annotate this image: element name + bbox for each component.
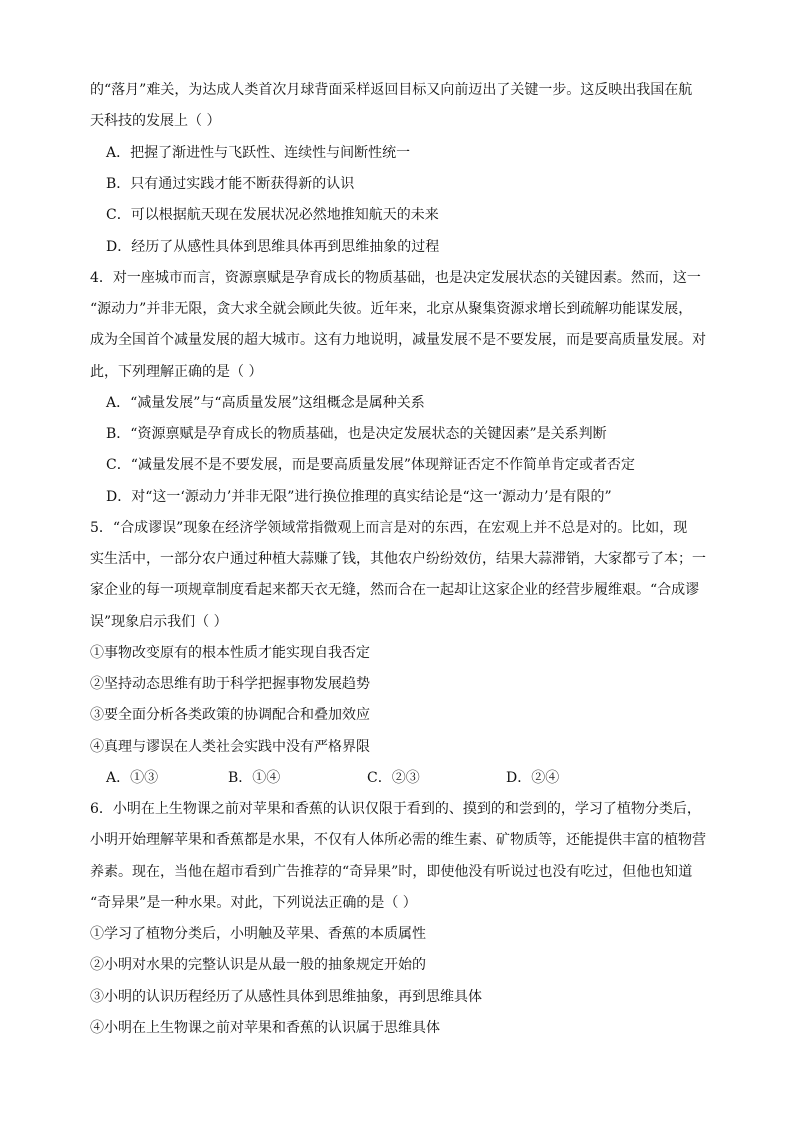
q6-stem-line-4: “奇异果”是一种水果。对此，下列说法正确的是（ ） bbox=[90, 895, 417, 911]
q6-statement-1: ①学习了植物分类后，小明触及苹果、香蕉的本质属性 bbox=[90, 926, 426, 942]
q6-statement-4: ④小明在上生物课之前对苹果和香蕉的认识属于思维具体 bbox=[90, 1020, 440, 1036]
q4-option-a: A．“减量发展”与“高质量发展”这组概念是属种关系 bbox=[106, 395, 425, 411]
q5-stem-line-2: 实生活中，一部分农户通过种植大蒜赚了钱，其他农户纷纷效仿，结果大蒜滞销，大家都亏了本；一 bbox=[90, 551, 706, 567]
q3-option-c: C．可以根据航天现在发展状况必然地推知航天的未来 bbox=[106, 207, 439, 223]
q6-stem-line-3: 养素。现在，当他在超市看到广告推荐的“奇异果”时，即使他没有听说过也没有吃过，但他也知道 bbox=[90, 864, 693, 880]
q3-stem-line-2: 天科技的发展上（ ） bbox=[90, 113, 221, 129]
q3-option-a: A．把握了渐进性与飞跃性、连续性与间断性统一 bbox=[106, 145, 411, 161]
q4-stem-line-2: “源动力”并非无限，贪大求全就会顾此失彼。近年来，北京从聚集资源求增长到疏解功能谋发展， bbox=[90, 301, 693, 317]
q5-statement-3: ③要全面分析各类政策的协调配合和叠加效应 bbox=[90, 707, 370, 723]
q5-option-b: B．①④ bbox=[228, 770, 281, 786]
q3-stem-line-1: 的“落月”难关，为达成人类首次月球背面采样返回目标又向前迈出了关键一步。这反映出我国在航 bbox=[90, 82, 693, 98]
q5-option-d: D．②④ bbox=[506, 770, 560, 786]
q4-option-b: B．“资源禀赋是孕育成长的物质基础，也是决定发展状态的关键因素”是关系判断 bbox=[106, 426, 607, 442]
q6-statement-3: ③小明的认识历程经历了从感性具体到思维抽象，再到思维具体 bbox=[90, 989, 482, 1005]
q4-option-c: C．“减量发展不是不要发展，而是要高质量发展”体现辩证否定不作简单肯定或者否定 bbox=[106, 457, 636, 473]
q4-stem-line-4: 此，下列理解正确的是（ ） bbox=[90, 364, 263, 380]
q4-stem-line-3: 成为全国首个减量发展的超大城市。这有力地说明，减量发展不是不要发展，而是要高质量发展。对 bbox=[90, 332, 706, 348]
q4-option-d: D．对“这一‘源动力’并非无限”进行换位推理的真实结论是“这一‘源动力’是有限的” bbox=[106, 489, 612, 505]
q5-stem-line-3: 家企业的每一项规章制度看起来都天衣无缝，然而合在一起却让这家企业的经营步履维艰。“合成谬 bbox=[90, 582, 700, 598]
q4-stem-line-1: 4．对一座城市而言，资源禀赋是孕育成长的物质基础，也是决定发展状态的关键因素。然而，这一 bbox=[90, 270, 701, 286]
q5-option-c: C．②③ bbox=[367, 770, 420, 786]
q5-statement-4: ④真理与谬误在人类社会实践中没有严格界限 bbox=[90, 739, 370, 755]
q5-statement-2: ②坚持动态思维有助于科学把握事物发展趋势 bbox=[90, 676, 370, 692]
q6-statement-2: ②小明对水果的完整认识是从最一般的抽象规定开始的 bbox=[90, 957, 426, 973]
q5-stem-line-4: 误”现象启示我们（ ） bbox=[90, 614, 228, 630]
q5-options-row bbox=[106, 768, 666, 788]
q3-option-b: B．只有通过实践才能不断获得新的认识 bbox=[106, 176, 355, 192]
q5-option-a: A．①③ bbox=[106, 770, 159, 786]
q6-stem-line-2: 小明开始理解苹果和香蕉都是水果，不仅有人体所必需的维生素、矿物质等，还能提供丰富的植物营 bbox=[90, 832, 706, 848]
q3-option-d: D．经历了从感性具体到思维具体再到思维抽象的过程 bbox=[106, 239, 440, 255]
q5-statement-1: ①事物改变原有的根本性质才能实现自我否定 bbox=[90, 645, 370, 661]
q5-stem-line-1: 5．“合成谬误”现象在经济学领域常指微观上而言是对的东西，在宏观上并不总是对的。比如，现 bbox=[90, 520, 688, 536]
q6-stem-line-1: 6．小明在上生物课之前对苹果和香蕉的认识仅限于看到的、摸到的和尝到的，学习了植物分类后， bbox=[90, 801, 701, 817]
